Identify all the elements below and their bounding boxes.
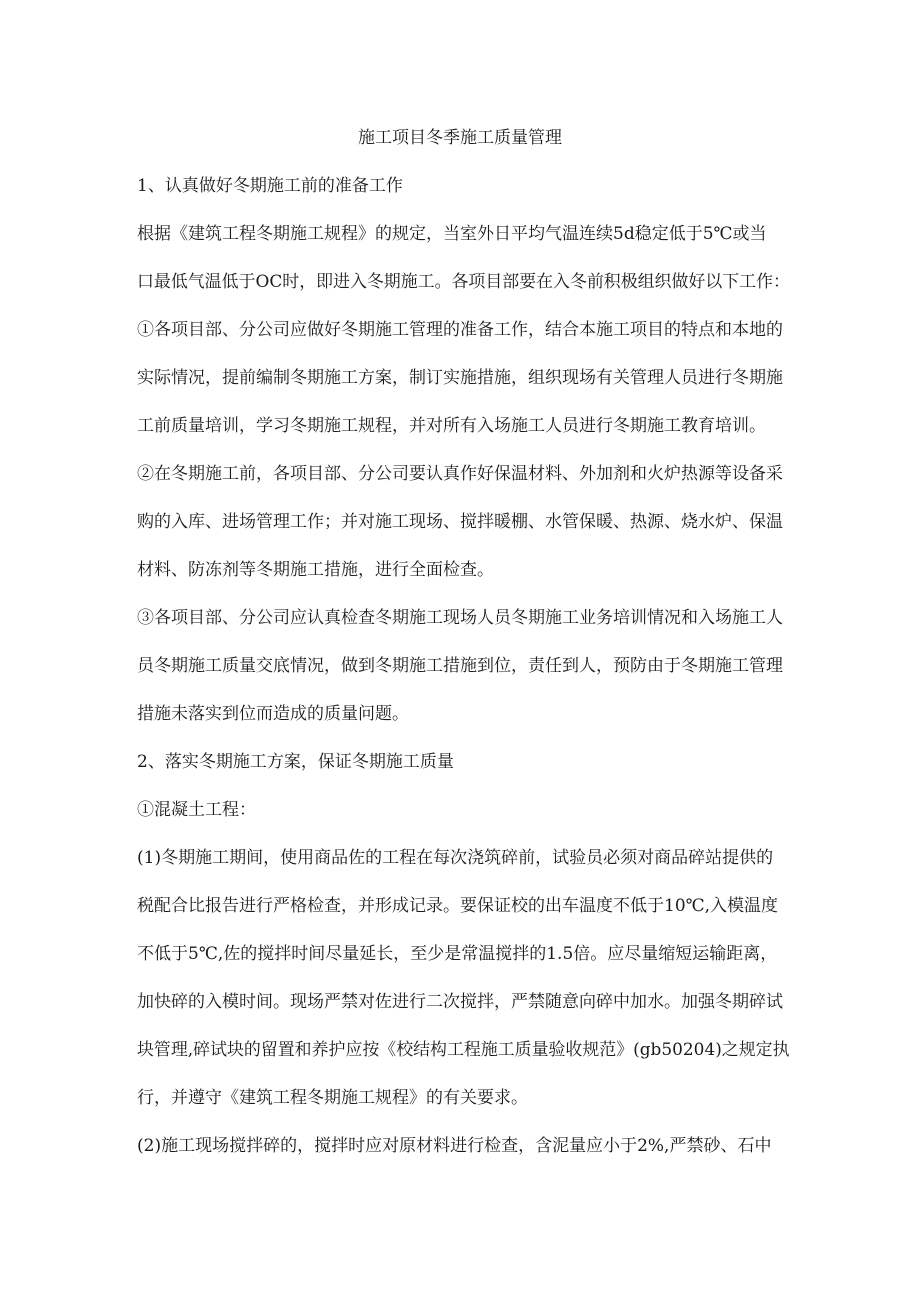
paragraph-line: ②在冬期施工前，各项目部、分公司要认真作好保温材料、外加剂和火炉热源等设备采 [137, 464, 783, 484]
paragraph-line: 措施未落实到位而造成的质量问题。 [137, 704, 409, 724]
paragraph-line: 口最低气温低于OC时，即进入冬期施工。各项目部要在入冬前积极组织做好以下工作： [137, 272, 790, 292]
paragraph-line: 购的入库、进场管理工作；并对施工现场、搅拌暖棚、水管保暖、热源、烧水炉、保温 [137, 512, 783, 532]
paragraph-line: 实际情况，提前编制冬期施工方案，制订实施措施，组织现场有关管理人员进行冬期施 [137, 368, 783, 388]
paragraph-line: 税配合比报告进行严格检查，并形成记录。要保证校的出车温度不低于10℃,入模温度 [137, 896, 779, 916]
section-heading-2: 2、落实冬期施工方案，保证冬期施工质量 [137, 752, 454, 772]
paragraph-line: ①各项目部、分公司应做好冬期施工管理的准备工作，结合本施工项目的特点和本地的 [137, 320, 783, 340]
section-heading-1: 1、认真做好冬期施工前的准备工作 [137, 176, 403, 196]
paragraph-line: 根据《建筑工程冬期施工规程》的规定，当室外日平均气温连续5d稳定低于5℃或当 [137, 224, 767, 244]
paragraph-line: 行，并遵守《建筑工程冬期施工规程》的有关要求。 [137, 1088, 528, 1108]
paragraph-line: 不低于5℃,佐的搅拌时间尽量延长，至少是常温搅拌的1.5倍。应尽量缩短运输距离， [137, 944, 778, 964]
document-title: 施工项目冬季施工质量管理 [358, 128, 562, 148]
subsection-heading: ①混凝土工程： [137, 800, 256, 820]
paragraph-line: 员冬期施工质量交底情况，做到冬期施工措施到位，责任到人，预防由于冬期施工管理 [137, 656, 783, 676]
paragraph-line: 材料、防冻剂等冬期施工措施，进行全面检查。 [137, 560, 494, 580]
paragraph-line: (2)施工现场搅拌碎的，搅拌时应对原材料进行检查，含泥量应小于2%,严禁砂、石中 [137, 1136, 772, 1156]
paragraph-line: (1)冬期施工期间，使用商品佐的工程在每次浇筑碎前，试验员必须对商品碎站提供的 [137, 848, 774, 868]
paragraph-line: 块管理,碎试块的留置和养护应按《校结构工程施工质量验收规范》(gb50204)之规定执 [137, 1040, 790, 1060]
paragraph-line: 加快碎的入模时间。现场严禁对佐进行二次搅拌，严禁随意向碎中加水。加强冬期碎试 [137, 992, 783, 1012]
paragraph-line: 工前质量培训，学习冬期施工规程，并对所有入场施工人员进行冬期施工教育培训。 [137, 416, 766, 436]
paragraph-line: ③各项目部、分公司应认真检查冬期施工现场人员冬期施工业务培训情况和入场施工人 [137, 608, 783, 628]
